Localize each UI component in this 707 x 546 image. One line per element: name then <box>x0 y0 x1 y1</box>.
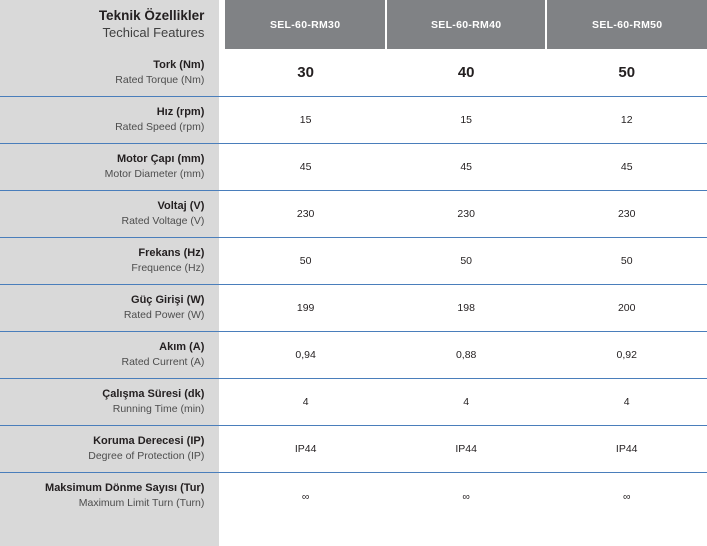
table-row <box>0 425 707 472</box>
row-label-tr: Tork (Nm) <box>153 58 205 71</box>
row-label <box>0 472 225 519</box>
row-label <box>0 378 225 425</box>
cell-value: 30 <box>225 49 386 96</box>
row-label <box>0 237 225 284</box>
table-title-tr: Teknik Özellikler <box>98 8 205 23</box>
table-title <box>0 0 225 49</box>
cell-value: 230 <box>225 190 386 237</box>
cell-value: 200 <box>546 284 707 331</box>
cell-value: 45 <box>386 143 547 190</box>
row-label-tr: Motor Çapı (mm) <box>116 153 205 166</box>
cell-value: 0,92 <box>546 331 707 378</box>
cell-value: 4 <box>546 378 707 425</box>
cell-value: 0,94 <box>225 331 386 378</box>
cell-value: 50 <box>546 237 707 284</box>
table-row <box>0 143 707 190</box>
table-header <box>0 0 707 49</box>
row-label-en: Frequence (Hz) <box>131 261 205 274</box>
row-label-tr: Maksimum Dönme Sayısı (Tur) <box>45 482 205 495</box>
row-label-tr: Frekans (Hz) <box>138 247 205 260</box>
cell-value: 12 <box>546 96 707 143</box>
row-label <box>0 96 225 143</box>
table-row <box>0 331 707 378</box>
table-row <box>0 284 707 331</box>
row-label <box>0 284 225 331</box>
cell-value: IP44 <box>546 425 707 472</box>
row-label-tr: Çalışma Süresi (dk) <box>102 388 205 401</box>
cell-value: 45 <box>546 143 707 190</box>
cell-value: 45 <box>225 143 386 190</box>
cell-value: 4 <box>386 378 547 425</box>
table-row <box>0 190 707 237</box>
row-label-en: Maximum Limit Turn (Turn) <box>78 497 205 510</box>
header-row <box>0 0 707 49</box>
row-label-en: Rated Current (A) <box>121 355 205 368</box>
cell-value: 50 <box>386 237 547 284</box>
table-row <box>0 472 707 519</box>
table-row <box>0 49 707 96</box>
row-label-tr: Güç Girişi (W) <box>131 294 205 307</box>
row-label <box>0 49 225 96</box>
cell-value: 4 <box>225 378 386 425</box>
table-row <box>0 96 707 143</box>
row-label-tr: Koruma Derecesi (IP) <box>93 435 205 448</box>
cell-value: 50 <box>546 49 707 96</box>
cell-value: 230 <box>386 190 547 237</box>
cell-value: ∞ <box>462 490 470 503</box>
cell-value: 199 <box>225 284 386 331</box>
column-header-model-1: SEL-60-RM30 <box>225 0 386 49</box>
row-label-en: Degree of Protection (IP) <box>88 449 205 462</box>
row-label-en: Rated Speed (rpm) <box>115 120 205 133</box>
table-title-en: Techical Features <box>102 24 205 40</box>
cell-value: 50 <box>225 237 386 284</box>
column-header-model-2: SEL-60-RM40 <box>386 0 547 49</box>
cell-value: 198 <box>386 284 547 331</box>
cell-value: IP44 <box>225 425 386 472</box>
table-row <box>0 378 707 425</box>
row-label-en: Rated Voltage (V) <box>121 214 205 227</box>
row-label-en: Rated Torque (Nm) <box>115 73 205 86</box>
cell-value: 15 <box>386 96 547 143</box>
cell-value: 40 <box>386 49 547 96</box>
table-body <box>0 49 707 519</box>
cell-value: ∞ <box>301 490 310 503</box>
cell-value: IP44 <box>386 425 547 472</box>
row-label-tr: Voltaj (V) <box>157 200 205 213</box>
column-header-model-3: SEL-60-RM50 <box>546 0 707 49</box>
row-label-tr: Hız (rpm) <box>156 106 205 119</box>
cell-value: 0,88 <box>386 331 547 378</box>
row-label-en: Running Time (min) <box>112 402 205 415</box>
cell-value: ∞ <box>622 490 631 503</box>
cell-value: 15 <box>225 96 386 143</box>
row-label <box>0 143 225 190</box>
table-row <box>0 237 707 284</box>
row-label-en: Rated Power (W) <box>123 308 205 321</box>
cell-value: 230 <box>546 190 707 237</box>
row-label <box>0 190 225 237</box>
row-label <box>0 331 225 378</box>
row-label-tr: Akım (A) <box>159 341 205 354</box>
row-label-en: Motor Diameter (mm) <box>104 167 205 180</box>
row-label <box>0 425 225 472</box>
